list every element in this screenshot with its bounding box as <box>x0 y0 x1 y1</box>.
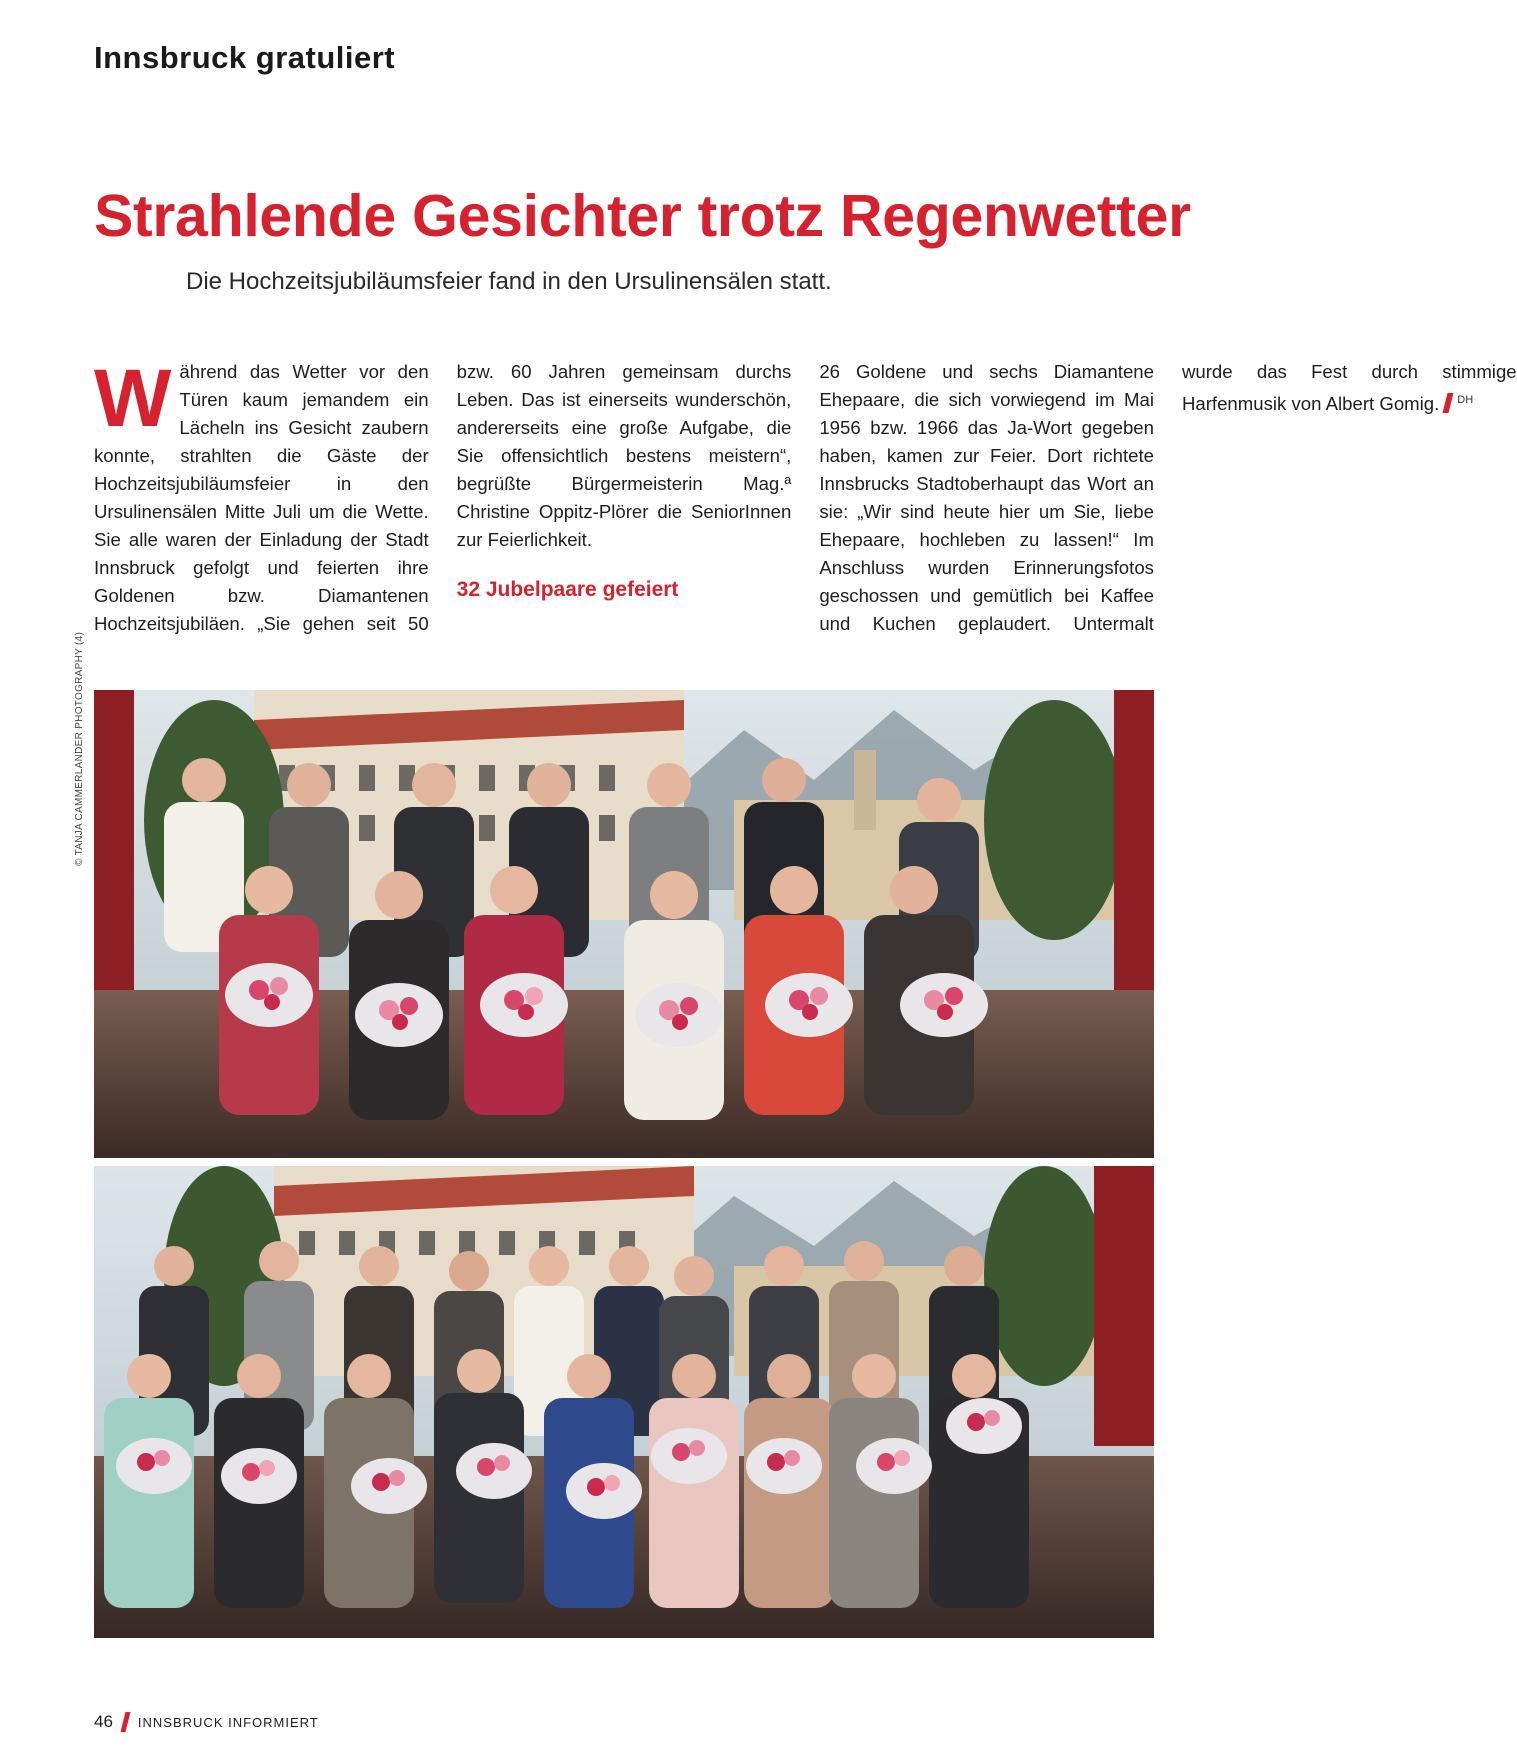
page-footer <box>94 1712 319 1732</box>
paragraph-2-text: 26 Goldene und sechs Diamantene Ehepaare, die sich vorwiegend im Mai 1956 bzw. 1966 das Ja-Wort gegeben haben, kamen zur Feier. Dort richtete Innsbrucks Stadtoberhaupt das Wort an sie: „Wir sind heute hier um Sie, liebe Ehepaare, hochleben zu lassen!“ Im Anschluss wurden Erinnerungsfotos geschossen und gemütlich bei Kaffee und Kuchen geplaudert. Untermalt wurde das Fest durch stimmige Harfenmusik von Albert Gomig. <box>819 361 1517 634</box>
article-paragraph-1 <box>94 353 792 658</box>
photo-credit: © TANJA CAMMERLANDER PHOTOGRAPHY (4) <box>74 631 85 866</box>
subheadline: Die Hochzeitsjubiläumsfeier fand in den Ursulinensälen statt. <box>186 268 832 295</box>
end-mark-icon <box>1443 393 1454 413</box>
page-number: 46 <box>94 1712 113 1731</box>
author-initials: DH <box>1457 394 1474 406</box>
group-photo-1-illustration <box>94 690 1154 1158</box>
article-body <box>94 353 1517 658</box>
group-photo-1 <box>94 690 1154 1158</box>
footer-slash-icon <box>120 1712 130 1732</box>
paragraph-1-text: ährend das Wetter vor den Türen kaum jemandem ein Lächeln ins Gesicht zaubern konnte, strahlten die Gäste der Hochzeitsjubiläumsfeier in den Ursulinensälen Mitte Juli um die Wette. Sie alle waren der Einladung der Stadt Innsbruck gefolgt und feierten ihre Goldenen bzw. Diamantenen Hochzeitsjubiläen. „Sie gehen seit 50 bzw. 60 Jahren gemeinsam durchs Leben. Das ist einerseits wunderschön, andererseits eine große Aufgabe, die Sie offensichtlich bestens meistern“, begrüßte Bürgermeisterin Mag.ª Christine Oppitz-Plörer die SeniorInnen zur Feierlichkeit. <box>94 361 792 634</box>
group-photo-2 <box>94 1166 1154 1638</box>
dropcap: W <box>94 353 172 444</box>
article-paragraph-2 <box>819 358 1516 658</box>
section-label: Innsbruck gratuliert <box>94 40 396 75</box>
magazine-name: INNSBRUCK INFORMIERT <box>137 1714 319 1730</box>
group-photo-2-illustration <box>94 1166 1154 1638</box>
headline: Strahlende Gesichter trotz Regenwetter <box>94 183 1191 249</box>
article-subheading: 32 Jubelpaare gefeiert <box>456 578 679 601</box>
